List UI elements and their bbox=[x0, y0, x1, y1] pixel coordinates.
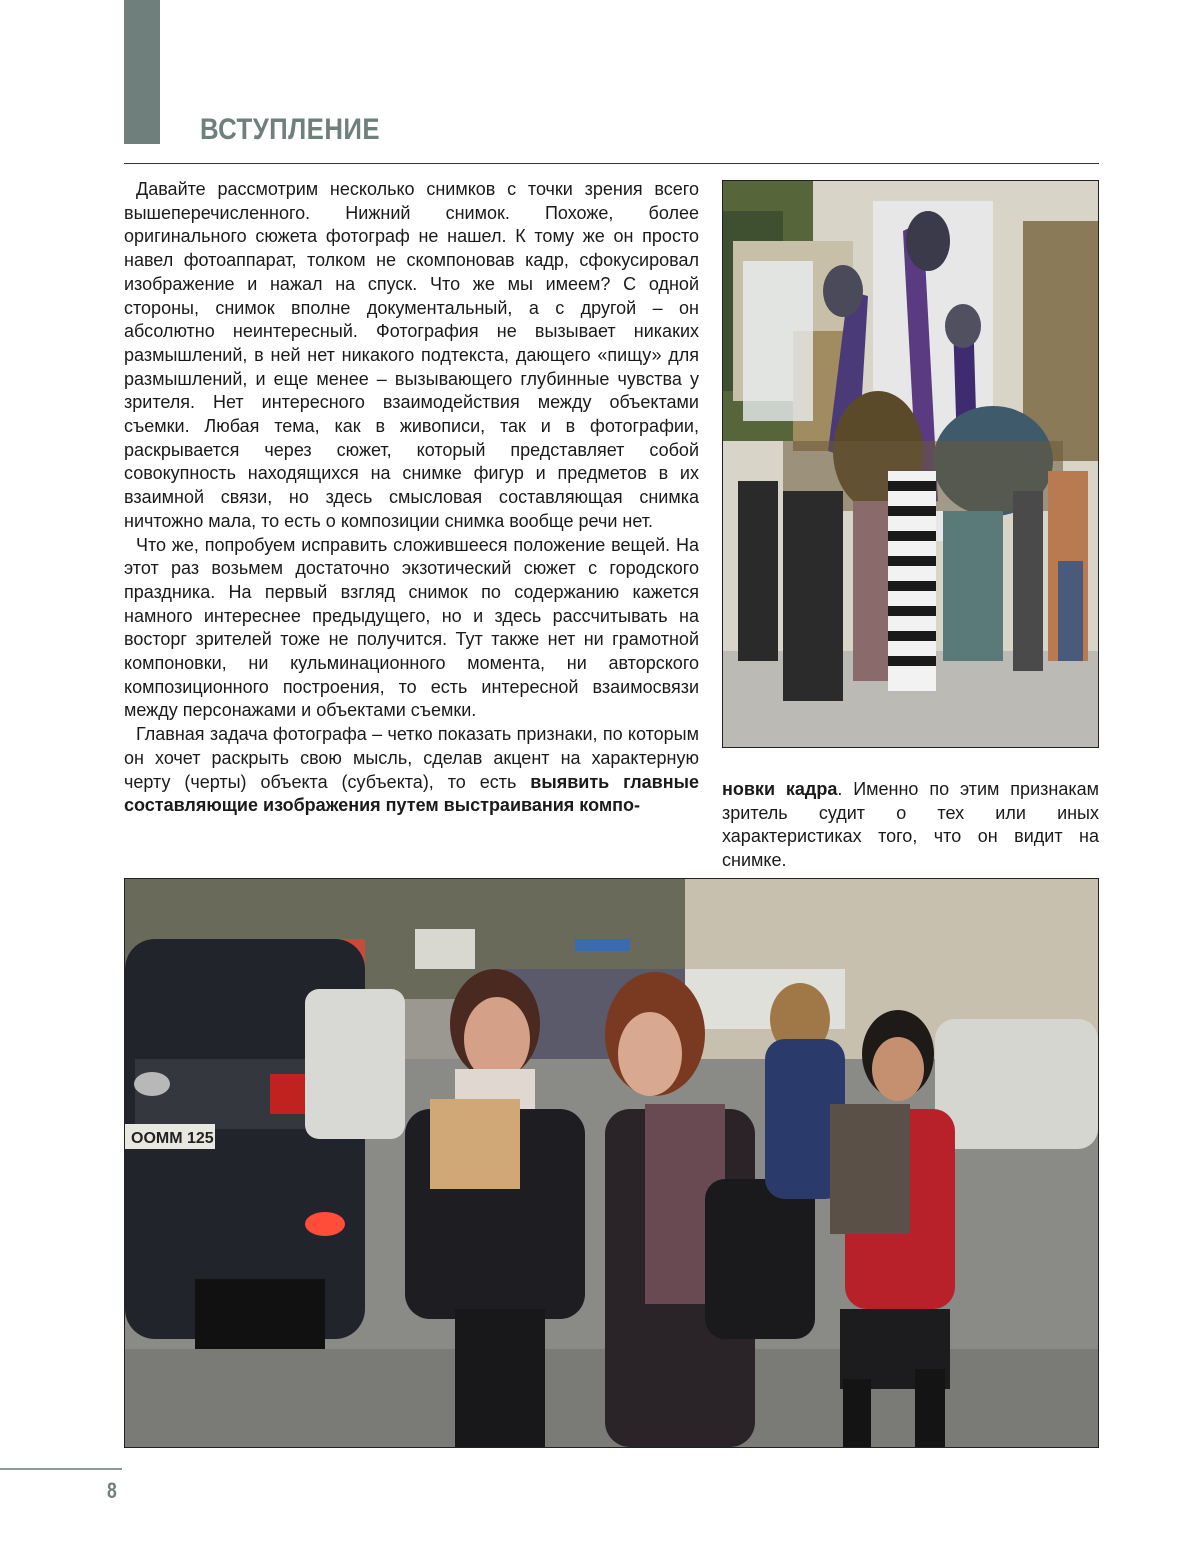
continuation-text: . Именно по этим признакам зритель судит о тех или иных характеристиках того, что он видит на снимке. bbox=[722, 779, 1099, 871]
accent-bar bbox=[124, 0, 160, 144]
paragraph-1: Давайте рассмотрим несколько снимков с точки зрения всего вышеперечисленного. Нижний снимок. Похоже, более оригинального сюжета фотограф не нашел. К тому же он просто навел фотоаппарат, толком не скомпоновав кадр, сфокусировал изображение и нажал на спуск. Что же мы имеем? С одной стороны, снимок вполне документальный, а с другой – он абсолютно неинтересный. Фотография не вызывает никаких размышлений, в ней нет никакого подтекста, дающего «пищу» для размышлений, и еще менее – вызывающего глубинные чувства у зрителя. Нет интересного взаимодействия между объектами съемки. Любая тема, как в живописи, так и в фотографии, раскрывается через сюжет, который представляет собой совокупность находящихся на снимке фигур и предметов в их взаимной связи, но здесь смысловая составляющая снимка ничтожно мала, то есть о композиции снимка вообще речи нет. bbox=[124, 179, 699, 531]
continuation-bold: новки кадра bbox=[722, 779, 838, 799]
paragraph-2: Что же, попробуем исправить сложившееся положение вещей. На этот раз возьмем достаточно экзотический сюжет с городского праздника. На первый взгляд снимок по содержанию кажется намного интереснее предыдущего, но и здесь рассчитывать на восторг зрителей тоже не получится. Тут также нет ни грамотной компоновки, ни кульминационного момента, ни авторского композиционного построения, то есть интересной взаимосвязи между персонажами и объектами съемки. bbox=[124, 534, 699, 721]
city-street-illustration bbox=[125, 879, 1098, 1447]
body-text bbox=[124, 178, 699, 818]
city-street-photo bbox=[124, 878, 1099, 1448]
paragraph-3-lead: Главная задача фотографа – четко показать признаки, по которым он хочет раскрыть свою мысль, сделав акцент на характерную черту (черты) объекта (субъекта), то есть bbox=[124, 724, 699, 792]
header-rule bbox=[124, 163, 1099, 164]
footer-rule bbox=[0, 1468, 122, 1470]
paragraph-3-continuation bbox=[722, 778, 1099, 873]
street-festival-photo bbox=[722, 180, 1099, 748]
paragraph-3 bbox=[124, 723, 699, 818]
paragraph-3-bold: выявить главные составляющие изображения путем выстраивания компо- bbox=[124, 771, 699, 816]
street-festival-illustration bbox=[723, 181, 1098, 747]
license-plate: ООММ 125 bbox=[131, 1130, 214, 1147]
section-title: ВСТУПЛЕНИЕ bbox=[200, 113, 380, 146]
page-number: 8 bbox=[107, 1478, 117, 1503]
